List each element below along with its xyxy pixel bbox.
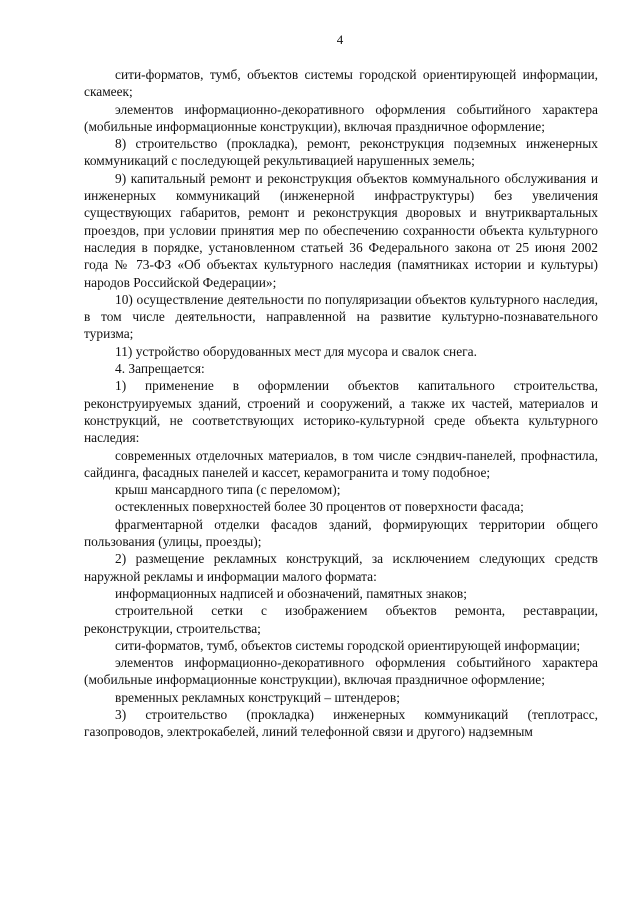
paragraph: современных отделочных материалов, в том числе сэндвич-панелей, профнастила, сайдинга, фасадных панелей и кассет, керамогранита и тому подобное;: [84, 447, 598, 480]
paragraph: фрагментарной отделки фасадов зданий, формирующих территории общего пользования (улицы, проезды);: [84, 516, 598, 550]
paragraph: 3) строительство (прокладка) инженерных коммуникаций (теплотрасс, газопроводов, электрокабелей, линий телефонной связи и другого) надземным: [84, 706, 598, 740]
paragraph: 8) строительство (прокладка), ремонт, реконструкция подземных инженерных коммуникаций с последующей рекультивацией нарушенных земель;: [84, 136, 598, 169]
paragraph: сити-форматов, тумб, объектов системы городской ориентирующей информации, скамеек;: [84, 67, 598, 100]
paragraph: 9) капитальный ремонт и реконструкция объектов коммунального обслуживания и инженерных коммуникаций (инженерной инфраструктуры) без увеличения существующих габаритов, ремонт и реконструкция дворовых и внутриквартальных проездов, при условии принятия мер по обеспечению сохранности объекта культурного наследия в порядке, установленном статьей 36 Федерального закона от 25 июня 2002 года № 73-ФЗ «Об объектах культурного наследия (памятниках истории и культуры) народов Российской Федерации»;: [84, 170, 598, 290]
paragraph: элементов информационно-декоративного оформления событийного характера (мобильные информационные конструкции), включая праздничное оформление;: [84, 101, 598, 134]
paragraph: элементов информационно-декоративного оформления событийного характера (мобильные информационные конструкции), включая праздничное оформление;: [84, 655, 598, 688]
paragraph: 11) устройство оборудованных мест для мусора и свалок снега.: [115, 343, 477, 359]
page-number: 4: [336, 32, 344, 47]
paragraph: сити-форматов, тумб, объектов системы городской ориентирующей информации;: [115, 637, 581, 653]
paragraph: временных рекламных конструкций – штендеров;: [115, 689, 400, 705]
paragraph: остекленных поверхностей более 30 процентов от поверхности фасада;: [115, 499, 524, 515]
paragraph: строительной сетки с изображением объектов ремонта, реставрации, реконструкции, строительства;: [84, 603, 598, 636]
paragraph: информационных надписей и обозначений, памятных знаков;: [115, 585, 467, 601]
paragraph: крыш мансардного типа (с переломом);: [115, 482, 341, 498]
document-body: [84, 66, 598, 741]
paragraph: 2) размещение рекламных конструкций, за исключением следующих средств наружной рекламы и информации малого формата:: [84, 551, 598, 584]
paragraph: 10) осуществление деятельности по популяризации объектов культурного наследия, в том числе деятельности, направленной на развитие культурно-познавательного туризма;: [84, 291, 598, 342]
paragraph: 1) применение в оформлении объектов капитального строительства, реконструируемых зданий, строений и сооружений, а также их частей, материалов и конструкций, не соответствующих историко-культурной среде объекта культурного наследия:: [84, 378, 598, 446]
section-heading: 4. Запрещается:: [115, 361, 205, 377]
